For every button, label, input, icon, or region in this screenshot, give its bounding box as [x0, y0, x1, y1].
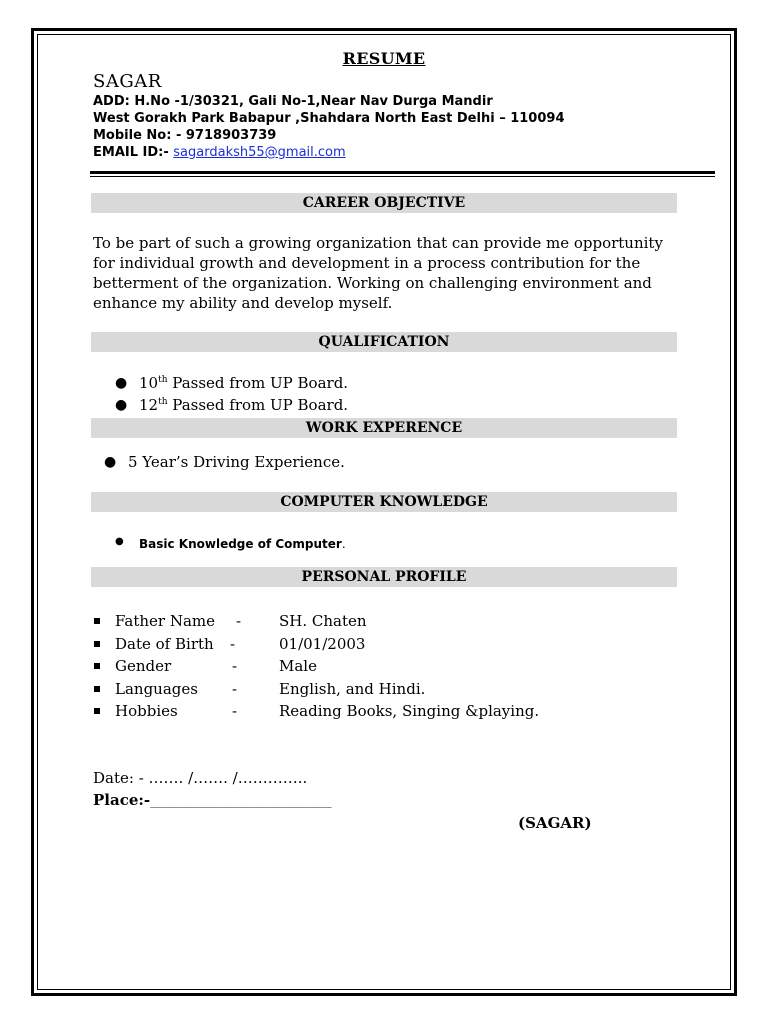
profile-dash: -: [230, 635, 236, 653]
profile-label: Date of Birth: [115, 635, 214, 653]
square-bullet-icon: [94, 641, 100, 647]
profile-dash: -: [232, 657, 238, 675]
profile-value: SH. Chaten: [279, 612, 367, 630]
career-line: To be part of such a growing organization that can provide me opportunity: [93, 234, 663, 252]
qualification-item: 12th Passed from UP Board.: [139, 396, 349, 414]
profile-dash: -: [232, 702, 238, 720]
qualification-heading: QUALIFICATION: [91, 332, 677, 352]
address-line-1: ADD: H.No -1/30321, Gali No-1,Near Nav Durga Mandir: [93, 94, 493, 109]
career-objective-heading: CAREER OBJECTIVE: [91, 193, 677, 213]
profile-value: 01/01/2003: [279, 635, 366, 653]
profile-value: Reading Books, Singing &playing.: [279, 702, 540, 720]
career-line: enhance my ability and develop myself.: [93, 294, 393, 312]
bullet-icon: ●: [115, 536, 124, 547]
bullet-icon: ●: [115, 375, 128, 391]
square-bullet-icon: [94, 708, 100, 714]
address-line-2: West Gorakh Park Babapur ,Shahdara North East Delhi – 110094: [93, 111, 565, 126]
date-line: Date: - ……. /……. /…………..: [93, 769, 308, 787]
square-bullet-icon: [94, 663, 100, 669]
profile-dash: -: [236, 612, 242, 630]
profile-label: Gender: [115, 657, 172, 675]
bullet-icon: ●: [104, 454, 117, 470]
personal-profile-heading: PERSONAL PROFILE: [91, 567, 677, 587]
profile-label: Languages: [115, 680, 198, 698]
header-rule-thin: [90, 176, 715, 177]
qualification-item: 10th Passed from UP Board.: [139, 374, 349, 392]
profile-value: Male: [279, 657, 317, 675]
bullet-icon: ●: [115, 397, 128, 413]
profile-dash: -: [232, 680, 238, 698]
signature-name: (SAGAR): [518, 814, 592, 832]
resume-title: RESUME: [342, 49, 426, 68]
work-experience-item: 5 Year’s Driving Experience.: [128, 453, 345, 471]
place-label: Place:-: [93, 791, 151, 809]
square-bullet-icon: [94, 618, 100, 624]
profile-value: English, and Hindi.: [279, 680, 426, 698]
email-link[interactable]: sagardaksh55@gmail.com: [173, 145, 346, 160]
mobile-number: Mobile No: - 9718903739: [93, 128, 277, 143]
header-rule-thick: [90, 171, 715, 174]
computer-knowledge-heading: COMPUTER KNOWLEDGE: [91, 492, 677, 512]
career-line: for individual growth and development in a process contribution for the: [93, 254, 641, 272]
square-bullet-icon: [94, 686, 100, 692]
email-row: [93, 145, 346, 160]
place-line: [93, 791, 332, 809]
place-blank: _________________________________: [150, 795, 332, 808]
work-experience-heading: WORK EXPERENCE: [91, 418, 677, 438]
candidate-name: SAGAR: [93, 71, 162, 92]
computer-knowledge-item: Basic Knowledge of Computer.: [139, 537, 346, 551]
email-label: EMAIL ID:-: [93, 145, 174, 160]
career-line: betterment of the organization. Working on challenging environment and: [93, 274, 652, 292]
profile-label: Hobbies: [115, 702, 178, 720]
career-objective-text: [93, 233, 683, 313]
profile-label: Father Name: [115, 612, 216, 630]
